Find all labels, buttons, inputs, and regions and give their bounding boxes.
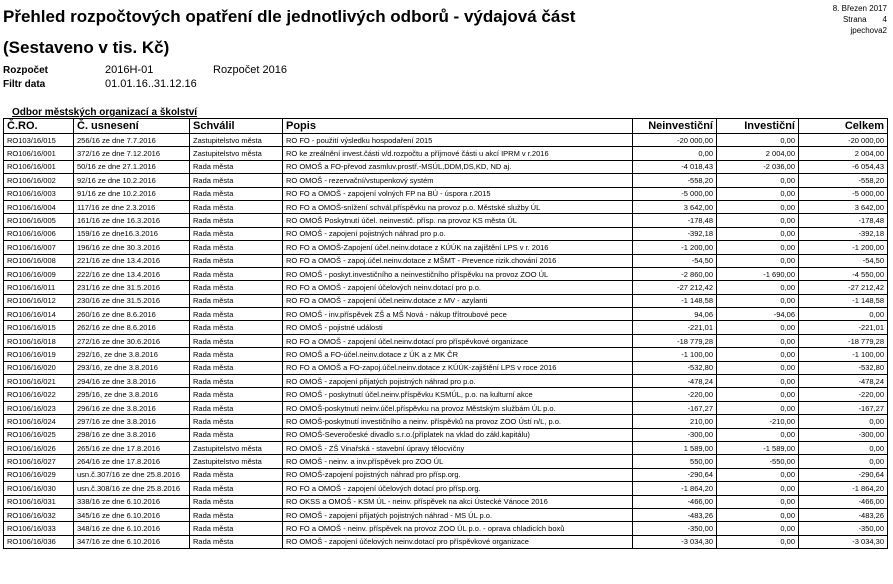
cell-resolution: 50/16 ze dne 27.1.2016 [74, 160, 190, 173]
cell-resolution: 372/16 ze dne 7.12.2016 [74, 147, 190, 160]
cell-resolution: 338/16 ze dne 6.10.2016 [74, 495, 190, 508]
cell-total: -20 000,00 [799, 134, 888, 147]
cell-noninvestment: -478,24 [633, 375, 717, 388]
cell-description: RO OKSS a OMOŠ - KSM ÚL - neinv. příspěvek na akci Ústecké Vánoce 2016 [283, 495, 633, 508]
cell-description: RO OMOŠ - rezervační/vstupenkový systém [283, 174, 633, 187]
cell-investment: 0,00 [717, 508, 799, 521]
cell-investment: 0,00 [717, 294, 799, 307]
cell-approved-by: Rada města [190, 415, 283, 428]
cell-description: RO FO a OMOŠ-snížení schvál.příspěvku na provoz p.o. Městské služby ÚL [283, 200, 633, 213]
cell-approved-by: Rada města [190, 214, 283, 227]
col-header-noninvestment: Neinvestiční [633, 119, 717, 134]
col-header-approved-by: Schválil [190, 119, 283, 134]
cell-ro: RO106/16/027 [4, 455, 74, 468]
date-filter [3, 78, 197, 90]
cell-resolution: 117/16 ze dne 2.3.2016 [74, 200, 190, 213]
table-row [4, 495, 888, 508]
budget-table [3, 118, 888, 549]
cell-description: RO OMOŠ - zapojení přijatých pojistných náhrad - MS ÚL p.o. [283, 508, 633, 521]
cell-noninvestment: -54,50 [633, 254, 717, 267]
table-header-row [4, 119, 888, 134]
cell-approved-by: Rada města [190, 160, 283, 173]
cell-noninvestment: 0,00 [633, 147, 717, 160]
report-title: Přehled rozpočtových opatření dle jednotlivých odborů - výdajová část [3, 7, 576, 26]
table-row [4, 187, 888, 200]
cell-approved-by: Rada města [190, 241, 283, 254]
cell-noninvestment: -220,00 [633, 388, 717, 401]
cell-description: RO OMOŠ - zapojení přijatých pojistných náhrad pro p.o. [283, 375, 633, 388]
col-header-investment: Investiční [717, 119, 799, 134]
user-name: jpechova2 [850, 26, 887, 35]
table-row [4, 428, 888, 441]
cell-ro: RO106/16/009 [4, 267, 74, 280]
col-header-description: Popis [283, 119, 633, 134]
cell-noninvestment: -3 034,30 [633, 535, 717, 548]
cell-noninvestment: 210,00 [633, 415, 717, 428]
cell-description: RO FO - použití výsledku hospodaření 2015 [283, 134, 633, 147]
cell-ro: RO106/16/006 [4, 227, 74, 240]
cell-investment: 0,00 [717, 482, 799, 495]
cell-noninvestment: -1 200,00 [633, 241, 717, 254]
cell-total: -1 148,58 [799, 294, 888, 307]
cell-investment: 0,00 [717, 241, 799, 254]
cell-noninvestment: 1 589,00 [633, 441, 717, 454]
cell-noninvestment: -27 212,42 [633, 281, 717, 294]
cell-approved-by: Rada města [190, 348, 283, 361]
cell-resolution: 222/16 ze dne 13.4.2016 [74, 267, 190, 280]
cell-resolution: 298/16 ze dne 3.8.2016 [74, 428, 190, 441]
cell-total: -167,27 [799, 401, 888, 414]
cell-noninvestment: -178,48 [633, 214, 717, 227]
cell-investment: 0,00 [717, 281, 799, 294]
cell-ro: RO106/16/030 [4, 482, 74, 495]
cell-noninvestment: 550,00 [633, 455, 717, 468]
report-meta [833, 3, 887, 36]
cell-approved-by: Rada města [190, 200, 283, 213]
col-header-ro: Č.RO. [4, 119, 74, 134]
print-date: 8. Březen 2017 [832, 4, 887, 13]
cell-resolution: 345/16 ze dne 6.10.2016 [74, 508, 190, 521]
cell-resolution: 295/16, ze dne 3.8.2016 [74, 388, 190, 401]
table-row [4, 334, 888, 347]
cell-total: -1 200,00 [799, 241, 888, 254]
cell-total: 0,00 [799, 441, 888, 454]
cell-investment: 0,00 [717, 321, 799, 334]
cell-description: RO OMOŠ-Severočeské divadlo s.r.o.(příplatek na vklad do zákl.kapitálu) [283, 428, 633, 441]
cell-description: RO FO a OMOŠ - neinv. příspěvek na provoz ZOO ÚL p.o. - oprava chladicích boxů [283, 522, 633, 535]
cell-approved-by: Rada města [190, 522, 283, 535]
cell-approved-by: Zastupitelstvo města [190, 455, 283, 468]
table-row [4, 468, 888, 481]
cell-description: RO OMOŠ - inv.příspěvek ZŠ a MŠ Nová - nákup třítroubové pece [283, 308, 633, 321]
cell-ro: RO106/16/021 [4, 375, 74, 388]
cell-resolution: 92/16 ze dne 10.2.2016 [74, 174, 190, 187]
report-subtitle: (Sestaveno v tis. Kč) [3, 38, 170, 57]
table-row [4, 415, 888, 428]
cell-approved-by: Rada města [190, 334, 283, 347]
cell-resolution: 161/16 ze dne 16.3.2016 [74, 214, 190, 227]
cell-investment: -210,00 [717, 415, 799, 428]
cell-investment: -2 036,00 [717, 160, 799, 173]
cell-resolution: 292/16, ze dne 3.8.2016 [74, 348, 190, 361]
cell-resolution: 196/16 ze dne 30.3.2016 [74, 241, 190, 254]
cell-resolution: 293/16, ze dne 3.8.2016 [74, 361, 190, 374]
cell-total: -532,80 [799, 361, 888, 374]
cell-noninvestment: -350,00 [633, 522, 717, 535]
cell-resolution: usn.č.307/16 ze dne 25.8.2016 [74, 468, 190, 481]
cell-resolution: 221/16 ze dne 13.4.2016 [74, 254, 190, 267]
cell-description: RO FO a OMOŠ - zapojení účelových dotací pro přísp.org. [283, 482, 633, 495]
cell-resolution: 348/16 ze dne 6.10.2016 [74, 522, 190, 535]
table-row [4, 134, 888, 147]
date-filter-value: 01.01.16..31.12.16 [105, 78, 197, 90]
cell-ro: RO106/16/022 [4, 388, 74, 401]
cell-ro: RO106/16/014 [4, 308, 74, 321]
cell-approved-by: Rada města [190, 508, 283, 521]
cell-investment: 0,00 [717, 401, 799, 414]
cell-resolution: 91/16 ze dne 10.2.2016 [74, 187, 190, 200]
cell-investment: 2 004,00 [717, 147, 799, 160]
cell-description: RO OMOŠ - poskyt.investičního a neinvestičního příspěvku na provoz ZOO ÚL [283, 267, 633, 280]
cell-investment: -1 690,00 [717, 267, 799, 280]
cell-description: RO OMOŠ - poskytnutí účel.neinv.příspěvku KSMÚL, p.o. na kulturní akce [283, 388, 633, 401]
budget-code: 2016H-01 [105, 64, 154, 76]
cell-investment: 0,00 [717, 200, 799, 213]
cell-approved-by: Rada města [190, 321, 283, 334]
cell-total: -300,00 [799, 428, 888, 441]
col-header-total: Celkem [799, 119, 888, 134]
cell-noninvestment: -300,00 [633, 428, 717, 441]
table-row [4, 375, 888, 388]
cell-resolution: 256/16 ze dne 7.7.2016 [74, 134, 190, 147]
cell-description: RO FO a OMOŠ - zapoj.účel.neinv.dotace z MŠMT - Prevence rizik.chování 2016 [283, 254, 633, 267]
cell-investment: 0,00 [717, 134, 799, 147]
cell-approved-by: Rada města [190, 361, 283, 374]
table-row [4, 321, 888, 334]
cell-approved-by: Rada města [190, 267, 283, 280]
cell-investment: 0,00 [717, 495, 799, 508]
cell-description: RO FO a OMOŠ - zapojení volných FP na BÚ - úspora r.2015 [283, 187, 633, 200]
cell-description: RO OMOŠ - ZŠ Vinařská - stavební úpravy tělocvičny [283, 441, 633, 454]
cell-approved-by: Rada města [190, 388, 283, 401]
cell-resolution: 230/16 ze dne 31.5.2016 [74, 294, 190, 307]
cell-description: RO FO a OMOŠ - zapojení účelových neinv.dotací pro p.o. [283, 281, 633, 294]
cell-noninvestment: -2 860,00 [633, 267, 717, 280]
cell-total: -350,00 [799, 522, 888, 535]
cell-approved-by: Rada města [190, 468, 283, 481]
cell-total: 0,00 [799, 415, 888, 428]
cell-ro: RO106/16/019 [4, 348, 74, 361]
cell-description: RO OMOŠ - zapojení účelových neinv.dotací pro příspěvkové organizace [283, 535, 633, 548]
cell-ro: RO106/16/025 [4, 428, 74, 441]
cell-total: -18 779,28 [799, 334, 888, 347]
table-row [4, 241, 888, 254]
table-row [4, 254, 888, 267]
cell-total: -478,24 [799, 375, 888, 388]
cell-resolution: 294/16 ze dne 3.8.2016 [74, 375, 190, 388]
table-row [4, 388, 888, 401]
cell-total: -54,50 [799, 254, 888, 267]
cell-noninvestment: -483,26 [633, 508, 717, 521]
budget-name: Rozpočet 2016 [213, 64, 287, 76]
cell-ro: RO106/16/004 [4, 200, 74, 213]
cell-noninvestment: -290,64 [633, 468, 717, 481]
cell-resolution: 260/16 ze dne 8.6.2016 [74, 308, 190, 321]
cell-resolution: 297/16 ze dne 3.8.2016 [74, 415, 190, 428]
cell-investment: 0,00 [717, 535, 799, 548]
date-filter-label: Filtr data [3, 79, 46, 90]
cell-ro: RO103/16/015 [4, 134, 74, 147]
table-row [4, 535, 888, 548]
table-row [4, 267, 888, 280]
table-row [4, 401, 888, 414]
cell-resolution: 264/16 ze dne 17.8.2016 [74, 455, 190, 468]
cell-total: -4 550,00 [799, 267, 888, 280]
cell-resolution: 265/16 ze dne 17.8.2016 [74, 441, 190, 454]
cell-investment: 0,00 [717, 214, 799, 227]
table-row [4, 147, 888, 160]
page-indicator [833, 14, 887, 25]
cell-noninvestment: -1 148,58 [633, 294, 717, 307]
cell-description: RO OMOŠ - neinv. a inv.příspěvek pro ZOO ÚL [283, 455, 633, 468]
cell-resolution: 296/16 ze dne 3.8.2016 [74, 401, 190, 414]
cell-total: -3 034,30 [799, 535, 888, 548]
cell-investment: 0,00 [717, 348, 799, 361]
cell-resolution: 231/16 ze dne 31.5.2016 [74, 281, 190, 294]
cell-approved-by: Zastupitelstvo města [190, 441, 283, 454]
cell-ro: RO106/16/002 [4, 174, 74, 187]
cell-noninvestment: -1 864,20 [633, 482, 717, 495]
cell-total: -558,20 [799, 174, 888, 187]
table-row [4, 308, 888, 321]
cell-noninvestment: -18 779,28 [633, 334, 717, 347]
cell-ro: RO106/16/007 [4, 241, 74, 254]
cell-approved-by: Rada města [190, 281, 283, 294]
cell-ro: RO106/16/020 [4, 361, 74, 374]
cell-investment: -550,00 [717, 455, 799, 468]
table-row [4, 281, 888, 294]
cell-approved-by: Rada města [190, 227, 283, 240]
cell-total: -221,01 [799, 321, 888, 334]
cell-approved-by: Zastupitelstvo města [190, 147, 283, 160]
table-row [4, 160, 888, 173]
cell-noninvestment: -392,18 [633, 227, 717, 240]
cell-investment: 0,00 [717, 334, 799, 347]
cell-ro: RO106/16/001 [4, 160, 74, 173]
cell-total: 0,00 [799, 455, 888, 468]
cell-ro: RO106/16/005 [4, 214, 74, 227]
cell-approved-by: Rada města [190, 187, 283, 200]
cell-approved-by: Rada města [190, 308, 283, 321]
cell-ro: RO106/16/008 [4, 254, 74, 267]
cell-ro: RO106/16/003 [4, 187, 74, 200]
budget-label: Rozpočet [3, 65, 48, 76]
cell-ro: RO106/16/026 [4, 441, 74, 454]
cell-noninvestment: -1 100,00 [633, 348, 717, 361]
cell-approved-by: Rada města [190, 174, 283, 187]
cell-ro: RO106/16/032 [4, 508, 74, 521]
table-row [4, 361, 888, 374]
cell-description: RO OMOŠ - zapojení pojistných náhrad pro p.o. [283, 227, 633, 240]
cell-total: -27 212,42 [799, 281, 888, 294]
cell-investment: 0,00 [717, 227, 799, 240]
cell-ro: RO106/16/015 [4, 321, 74, 334]
table-row [4, 348, 888, 361]
cell-noninvestment: -221,01 [633, 321, 717, 334]
cell-noninvestment: -558,20 [633, 174, 717, 187]
table-row [4, 200, 888, 213]
cell-ro: RO106/16/029 [4, 468, 74, 481]
cell-total: -290,64 [799, 468, 888, 481]
cell-approved-by: Rada města [190, 294, 283, 307]
cell-description: RO OMOŠ-poskytnutí neinv.účel.příspěvku na provoz Městským službám ÚL p.o. [283, 401, 633, 414]
table-row [4, 482, 888, 495]
page-number: 4 [882, 15, 887, 24]
col-header-resolution: Č. usnesení [74, 119, 190, 134]
cell-approved-by: Rada města [190, 375, 283, 388]
cell-description: RO ke zreálnění invest.části v/d.rozpočtu a příjmové části u akcí IPRM v r.2016 [283, 147, 633, 160]
cell-description: RO OMOŠ Poskytnutí účel. neinvestič. přísp. na provoz KS města ÚL [283, 214, 633, 227]
cell-resolution: 272/16 ze dne 30.6.2016 [74, 334, 190, 347]
cell-investment: 0,00 [717, 522, 799, 535]
cell-investment: 0,00 [717, 187, 799, 200]
cell-approved-by: Rada města [190, 428, 283, 441]
table-row [4, 227, 888, 240]
cell-approved-by: Zastupitelstvo města [190, 134, 283, 147]
section-title: Odbor městských organizací a školství [12, 107, 198, 118]
table-row [4, 455, 888, 468]
cell-investment: -1 589,00 [717, 441, 799, 454]
cell-total: -5 000,00 [799, 187, 888, 200]
cell-ro: RO106/16/031 [4, 495, 74, 508]
table-row [4, 522, 888, 535]
cell-total: 0,00 [799, 308, 888, 321]
cell-description: RO FO a OMOŠ a FO-zapoj.účel.neinv.dotace z KÚÚK-zajištění LPS v roce 2016 [283, 361, 633, 374]
cell-ro: RO106/16/023 [4, 401, 74, 414]
cell-total: -1 864,20 [799, 482, 888, 495]
cell-ro: RO106/16/001 [4, 147, 74, 160]
table-row [4, 441, 888, 454]
cell-resolution: 347/16 ze dne 6.10.2016 [74, 535, 190, 548]
table-row [4, 214, 888, 227]
budget-filter [3, 64, 287, 76]
table-row [4, 294, 888, 307]
cell-total: 2 004,00 [799, 147, 888, 160]
cell-ro: RO106/16/018 [4, 334, 74, 347]
cell-investment: 0,00 [717, 468, 799, 481]
cell-ro: RO106/16/012 [4, 294, 74, 307]
cell-investment: 0,00 [717, 375, 799, 388]
table-row [4, 508, 888, 521]
cell-approved-by: Rada města [190, 401, 283, 414]
page-label: Strana [842, 15, 867, 24]
cell-resolution: 262/16 ze dne 8.6.2016 [74, 321, 190, 334]
cell-ro: RO106/16/036 [4, 535, 74, 548]
cell-ro: RO106/16/024 [4, 415, 74, 428]
cell-investment: 0,00 [717, 174, 799, 187]
cell-approved-by: Rada města [190, 495, 283, 508]
cell-ro: RO106/16/033 [4, 522, 74, 535]
table-row [4, 174, 888, 187]
cell-total: -392,18 [799, 227, 888, 240]
cell-total: -178,48 [799, 214, 888, 227]
cell-noninvestment: -167,27 [633, 401, 717, 414]
cell-investment: 0,00 [717, 428, 799, 441]
cell-noninvestment: 3 642,00 [633, 200, 717, 213]
cell-noninvestment: -466,00 [633, 495, 717, 508]
cell-description: RO OMOŠ a FO-účel.neinv.dotace z ÚK a z MK ČR [283, 348, 633, 361]
cell-approved-by: Rada města [190, 535, 283, 548]
cell-description: RO OMOŠ - pojistné události [283, 321, 633, 334]
cell-total: -6 054,43 [799, 160, 888, 173]
cell-approved-by: Rada města [190, 482, 283, 495]
cell-investment: 0,00 [717, 254, 799, 267]
cell-description: RO FO a OMOŠ-Zapojení účel.neinv.dotace z KÚÚK na zajištění LPS v r. 2016 [283, 241, 633, 254]
cell-total: -220,00 [799, 388, 888, 401]
cell-total: -1 100,00 [799, 348, 888, 361]
cell-investment: -94,06 [717, 308, 799, 321]
cell-noninvestment: -4 018,43 [633, 160, 717, 173]
cell-description: RO OMOŠ a FO-převod zasmluv.prostř.-MSÚL,DDM,DS,KD, ND aj. [283, 160, 633, 173]
cell-total: 3 642,00 [799, 200, 888, 213]
cell-description: RO OMOŠ-poskytnutí investičního a neinv. příspěvků na provoz ZOO Ústí n/L, p.o. [283, 415, 633, 428]
cell-description: RO OMOŠ-zapojení pojistných náhrad pro přísp.org. [283, 468, 633, 481]
cell-noninvestment: -532,80 [633, 361, 717, 374]
cell-description: RO FO a OMOŠ - zapojení účel.neinv.dotace z MV - azylanti [283, 294, 633, 307]
cell-noninvestment: -20 000,00 [633, 134, 717, 147]
cell-noninvestment: -5 000,00 [633, 187, 717, 200]
cell-description: RO FO a OMOŠ - zapojení účel.neinv.dotací pro příspěvkové organizace [283, 334, 633, 347]
cell-total: -483,26 [799, 508, 888, 521]
cell-resolution: usn.č.308/16 ze dne 25.8.2016 [74, 482, 190, 495]
cell-investment: 0,00 [717, 361, 799, 374]
cell-resolution: 159/16 ze dne16.3.2016 [74, 227, 190, 240]
cell-ro: RO106/16/011 [4, 281, 74, 294]
cell-total: -466,00 [799, 495, 888, 508]
cell-investment: 0,00 [717, 388, 799, 401]
cell-noninvestment: 94,06 [633, 308, 717, 321]
cell-approved-by: Rada města [190, 254, 283, 267]
